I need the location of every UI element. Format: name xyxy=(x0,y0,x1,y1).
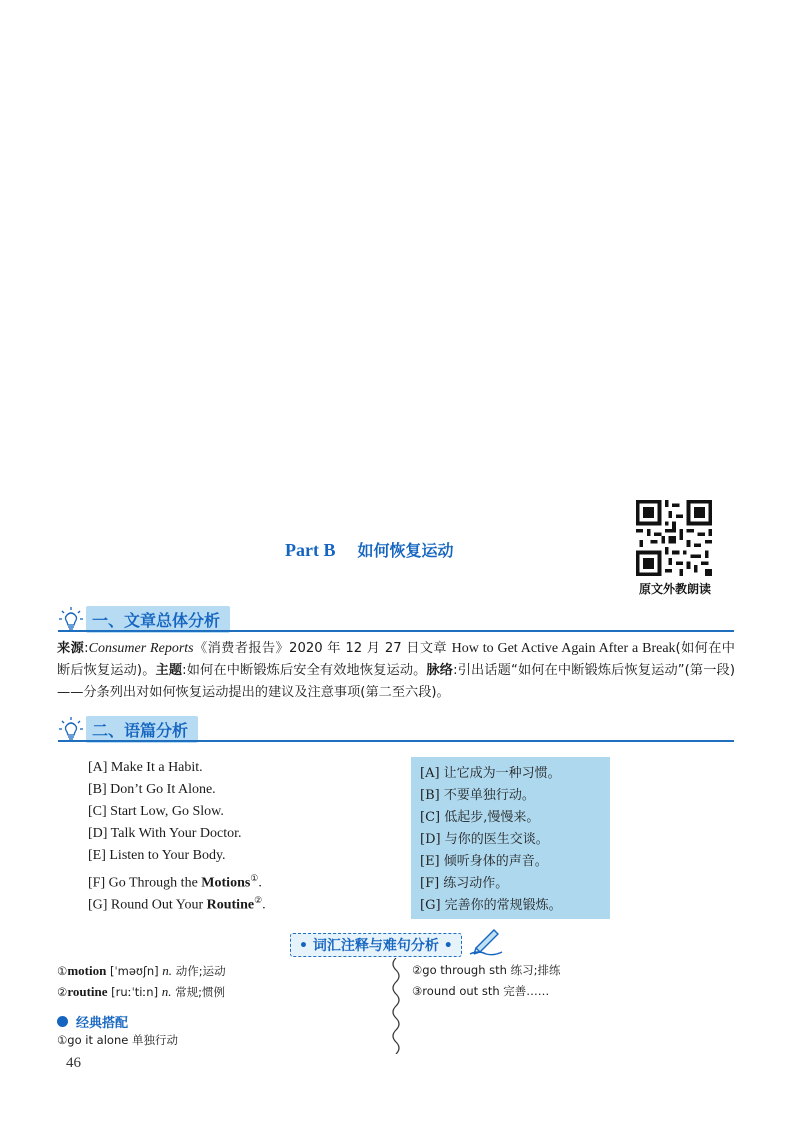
translation-item-e: [E] 倾听身体的声音。 xyxy=(420,854,548,869)
vocab-note xyxy=(57,960,226,981)
lightbulb-icon xyxy=(58,606,84,632)
summary-paragraph xyxy=(57,638,735,704)
vocab-note: ②go through sth 练习;排练 xyxy=(412,963,561,977)
bullet-dot-icon xyxy=(57,1016,68,1027)
vocab-word: Motions xyxy=(201,875,251,891)
vocab-banner-text: • 词汇注释与难句分析 • xyxy=(299,938,453,954)
article-title-cn: (如何在中断后恢复运动)。 xyxy=(57,641,735,678)
note-pos: n. xyxy=(162,963,173,978)
wave-divider xyxy=(386,958,406,1054)
pen-icon xyxy=(468,926,504,956)
note-ipa: [ruːˈtiːn] xyxy=(107,985,162,999)
classic-collocation-header xyxy=(57,1012,128,1031)
note-num: ① xyxy=(57,964,68,978)
part-label: Part B xyxy=(285,540,336,560)
outline-text: [A] Make It a Habit. xyxy=(88,760,203,775)
outline-item-a xyxy=(88,757,266,779)
part-title-cn: 如何恢复运动 xyxy=(357,541,454,560)
magazine-name: Consumer Reports xyxy=(88,641,194,656)
outline-text: [G] Round Out Your xyxy=(88,897,207,913)
source-label: 来源 xyxy=(57,641,85,656)
classic-collocation-title: 经典搭配 xyxy=(76,1016,129,1031)
translation-item-f: [F] 练习动作。 xyxy=(420,876,509,891)
section-title-overview: 一、文章总体分析 xyxy=(86,606,230,633)
vocab-note xyxy=(57,981,226,1002)
theme-label: 主题 xyxy=(155,663,183,678)
section-title-discourse: 二、语篇分析 xyxy=(86,716,198,743)
note-word: routine xyxy=(67,984,108,999)
outline-item-f xyxy=(88,867,266,889)
note-pos: n. xyxy=(161,984,172,999)
vocab-word: Routine xyxy=(206,897,255,913)
source-colon: : xyxy=(84,641,89,656)
article-title-en: How to Get Active Again After a Break xyxy=(451,641,676,656)
vocab-notes-left xyxy=(57,960,226,1002)
outline-item-e xyxy=(88,845,266,867)
outline-punct: . xyxy=(258,875,262,891)
page-number: 46 xyxy=(66,1055,81,1071)
outline-item-b xyxy=(88,779,266,801)
outline-punct: . xyxy=(262,897,266,913)
translation-item-g: [G] 完善你的常规锻炼。 xyxy=(420,898,562,913)
vocab-note: ③round out sth 完善…… xyxy=(412,984,550,998)
vocab-banner xyxy=(290,933,462,957)
qr-caption: 原文外教朗读 xyxy=(638,582,711,596)
translation-item-d: [D] 与你的医生交谈。 xyxy=(420,832,549,847)
section-divider xyxy=(58,740,734,742)
outline-english xyxy=(88,757,266,911)
lightbulb-icon xyxy=(58,716,84,742)
note-word: motion xyxy=(67,963,107,978)
outline-item-g xyxy=(88,889,266,911)
outline-text: [F] Go Through the xyxy=(88,875,202,891)
part-title xyxy=(285,538,454,561)
translation-item-a: [A] 让它成为一种习惯。 xyxy=(420,766,561,781)
outline-chinese xyxy=(420,763,562,917)
vocab-notes-right xyxy=(412,960,560,1002)
context-label: 脉络 xyxy=(426,663,454,678)
note-ipa: [ˈməʊʃn] xyxy=(106,964,163,978)
outline-item-c xyxy=(88,801,266,823)
outline-text: [E] Listen to Your Body. xyxy=(88,848,226,863)
footnote-marker: ② xyxy=(254,895,263,905)
translation-item-b: [B] 不要单独行动。 xyxy=(420,788,535,803)
outline-item-d xyxy=(88,823,266,845)
note-meaning: 动作;运动 xyxy=(172,964,226,978)
outline-text: [D] Talk With Your Doctor. xyxy=(88,826,242,841)
context-text: :引出话题“如何在中断锻炼后恢复运动”(第一段)——分条列出对如何恢复运动提出的建议及注意事项(第二至六段)。 xyxy=(57,663,735,700)
footnote-marker: ① xyxy=(250,873,259,883)
section-header-overview xyxy=(58,606,230,632)
theme-text: :如何在中断锻炼后安全有效地恢复运动。 xyxy=(182,663,427,678)
section-header-discourse xyxy=(58,716,198,742)
outline-text: [B] Don’t Go It Alone. xyxy=(88,782,216,797)
outline-text: [C] Start Low, Go Slow. xyxy=(88,804,224,819)
section-divider xyxy=(58,630,734,632)
qr-code[interactable] xyxy=(636,500,712,576)
note-meaning: 常规;惯例 xyxy=(171,985,226,999)
note-num: ② xyxy=(57,985,68,999)
translation-item-c: [C] 低起步,慢慢来。 xyxy=(420,810,540,825)
classic-collocation-item: ①go it alone 单独行动 xyxy=(57,1033,178,1047)
source-text: 《消费者报告》2020 年 12 月 27 日文章 xyxy=(193,641,452,656)
